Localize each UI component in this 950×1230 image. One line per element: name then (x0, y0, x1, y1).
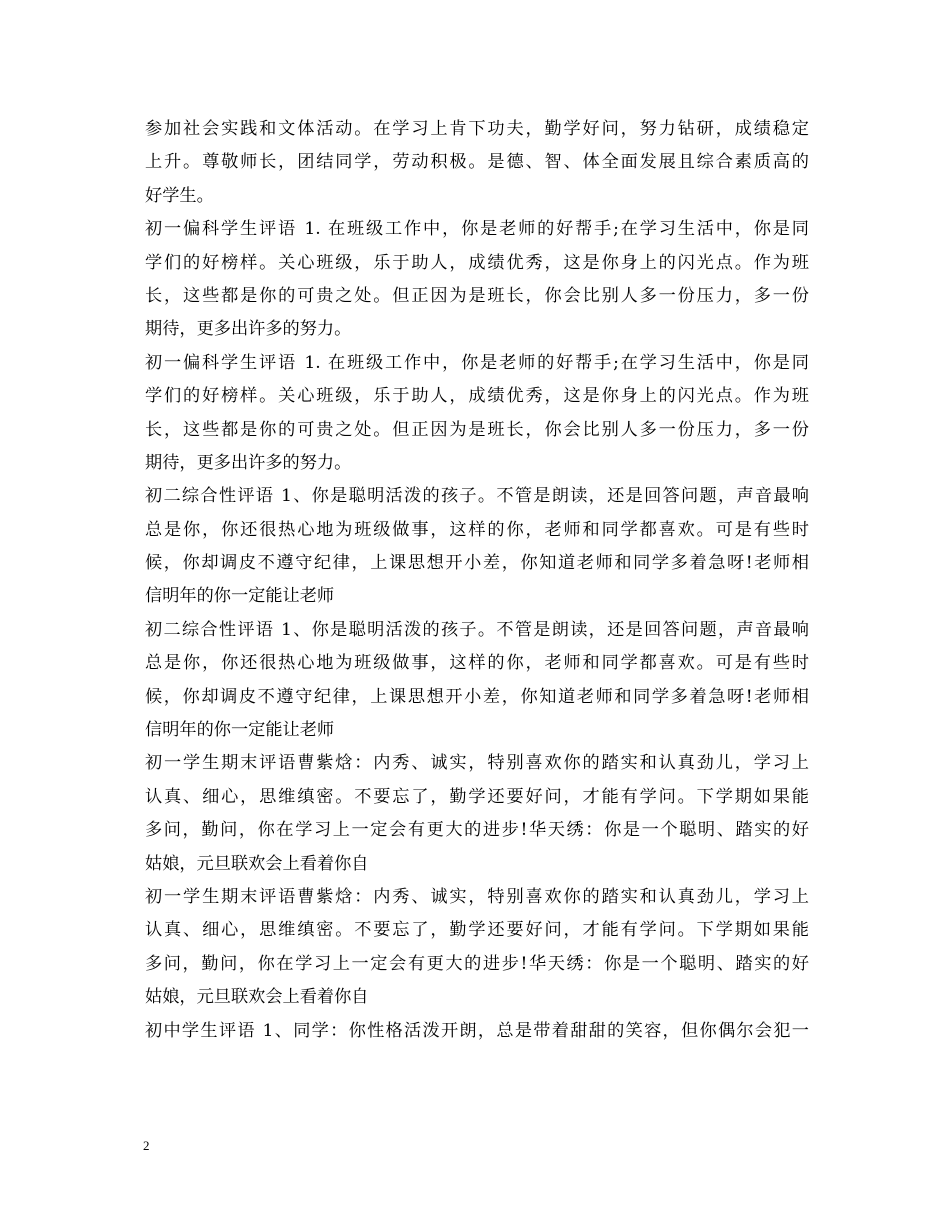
text-line: 初一偏科学生评语 1. 在班级工作中，你是老师的好帮手;在学习生活中，你是同 (145, 352, 809, 373)
text-line: 候，你却调皮不遵守纪律，上课思想开小差，你知道老师和同学多着急呀!老师相 (145, 686, 809, 707)
text-line: 长，这些都是你的可贵之处。但正因为是班长，你会比别人多一份压力，多一份 (145, 419, 809, 440)
text-line: 上升。尊敬师长，团结同学，劳动积极。是德、智、体全面发展且综合素质高的 (145, 152, 809, 173)
text-line: 候，你却调皮不遵守纪律，上课思想开小差，你知道老师和同学多着急呀!老师相 (145, 553, 809, 574)
text-line: 初二综合性评语 1、你是聪明活泼的孩子。不管是朗读，还是回答问题，声音最响 (145, 486, 809, 507)
text-line: 初二综合性评语 1、你是聪明活泼的孩子。不管是朗读，还是回答问题，声音最响 (145, 619, 809, 640)
text-line: 初一学生期末评语曹紫焓：内秀、诚实，特别喜欢你的踏实和认真劲儿，学习上 (145, 886, 809, 907)
text-line: 多问，勤问，你在学习上一定会有更大的进步!华天绣：你是一个聪明、踏实的好 (145, 820, 809, 841)
text-line: 多问，勤问，你在学习上一定会有更大的进步!华天绣：你是一个聪明、踏实的好 (145, 953, 809, 974)
text-line: 参加社会实践和文体活动。在学习上肯下功夫，勤学好问，努力钻研，成绩稳定 (145, 119, 809, 139)
text-line: 初一学生期末评语曹紫焓：内秀、诚实，特别喜欢你的踏实和认真劲儿，学习上 (145, 753, 809, 774)
text-line: 初中学生评语 1、同学：你性格活泼开朗，总是带着甜甜的笑容，但你偶尔会犯一 (145, 1020, 809, 1041)
text-line: 期待，更多出许多的努力。 (145, 319, 352, 340)
text-line: 信明年的你一定能让老师 (145, 720, 335, 741)
text-line: 认真、细心，思维缜密。不要忘了，勤学还要好问，才能有学问。下学期如果能 (145, 786, 809, 807)
text-line: 认真、细心，思维缜密。不要忘了，勤学还要好问，才能有学问。下学期如果能 (145, 920, 809, 941)
text-line: 信明年的你一定能让老师 (145, 586, 335, 607)
text-line: 学们的好榜样。关心班级，乐于助人，成绩优秀，这是你身上的闪光点。作为班 (145, 386, 809, 407)
text-line: 姑娘，元旦联欢会上看着你自 (145, 853, 369, 874)
document-body (145, 113, 809, 1048)
text-line: 姑娘，元旦联欢会上看着你自 (145, 987, 369, 1008)
text-line: 初一偏科学生评语 1. 在班级工作中，你是老师的好帮手;在学习生活中，你是同 (145, 219, 809, 240)
text-line: 长，这些都是你的可贵之处。但正因为是班长，你会比别人多一份压力，多一份 (145, 285, 809, 306)
text-line: 期待，更多出许多的努力。 (145, 452, 352, 473)
text-line: 总是你，你还很热心地为班级做事，这样的你，老师和同学都喜欢。可是有些时 (145, 653, 809, 674)
text-line: 总是你，你还很热心地为班级做事，这样的你，老师和同学都喜欢。可是有些时 (145, 519, 809, 540)
text-line: 好学生。 (145, 185, 214, 206)
page-number: 2 (143, 1138, 150, 1153)
text-line: 学们的好榜样。关心班级，乐于助人，成绩优秀，这是你身上的闪光点。作为班 (145, 252, 809, 273)
